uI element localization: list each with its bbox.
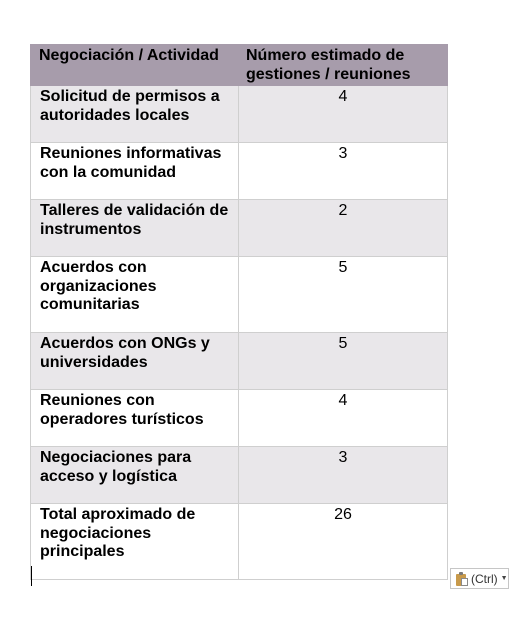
count-cell[interactable]: 3 (239, 143, 448, 200)
activity-cell[interactable]: Talleres de validación de instrumentos (31, 200, 239, 257)
table-row (31, 447, 448, 504)
count-cell[interactable]: 26 (239, 504, 448, 580)
table-row (31, 333, 448, 390)
negotiations-table (30, 44, 448, 580)
count-cell[interactable]: 3 (239, 447, 448, 504)
count-cell[interactable]: 5 (239, 257, 448, 333)
paste-options-label: (Ctrl) (471, 571, 498, 586)
activity-cell[interactable]: Acuerdos con organizaciones comunitarias (31, 257, 239, 333)
count-cell[interactable]: 2 (239, 200, 448, 257)
table-row (31, 504, 448, 580)
activity-cell[interactable]: Acuerdos con ONGs y universidades (31, 333, 239, 390)
activity-cell[interactable]: Total aproximado de negociaciones principales (31, 504, 239, 580)
table-header-row (31, 45, 448, 86)
activity-cell[interactable]: Negociaciones para acceso y logística (31, 447, 239, 504)
activity-cell[interactable]: Solicitud de permisos a autoridades locales (31, 86, 239, 143)
text-cursor (31, 566, 32, 586)
table-row (31, 257, 448, 333)
dropdown-caret-icon: ▼ (500, 575, 508, 582)
header-activity[interactable]: Negociación / Actividad (31, 45, 239, 86)
count-cell[interactable]: 4 (239, 390, 448, 447)
clipboard-icon (456, 572, 468, 586)
table-row (31, 200, 448, 257)
activity-cell[interactable]: Reuniones con operadores turísticos (31, 390, 239, 447)
table-row (31, 143, 448, 200)
table-row (31, 86, 448, 143)
count-cell[interactable]: 5 (239, 333, 448, 390)
count-cell[interactable]: 4 (239, 86, 448, 143)
activity-cell[interactable]: Reuniones informativas con la comunidad (31, 143, 239, 200)
header-count[interactable]: Número estimado de gestiones / reuniones (239, 45, 448, 86)
table-row (31, 390, 448, 447)
paste-options-button[interactable] (450, 568, 509, 589)
